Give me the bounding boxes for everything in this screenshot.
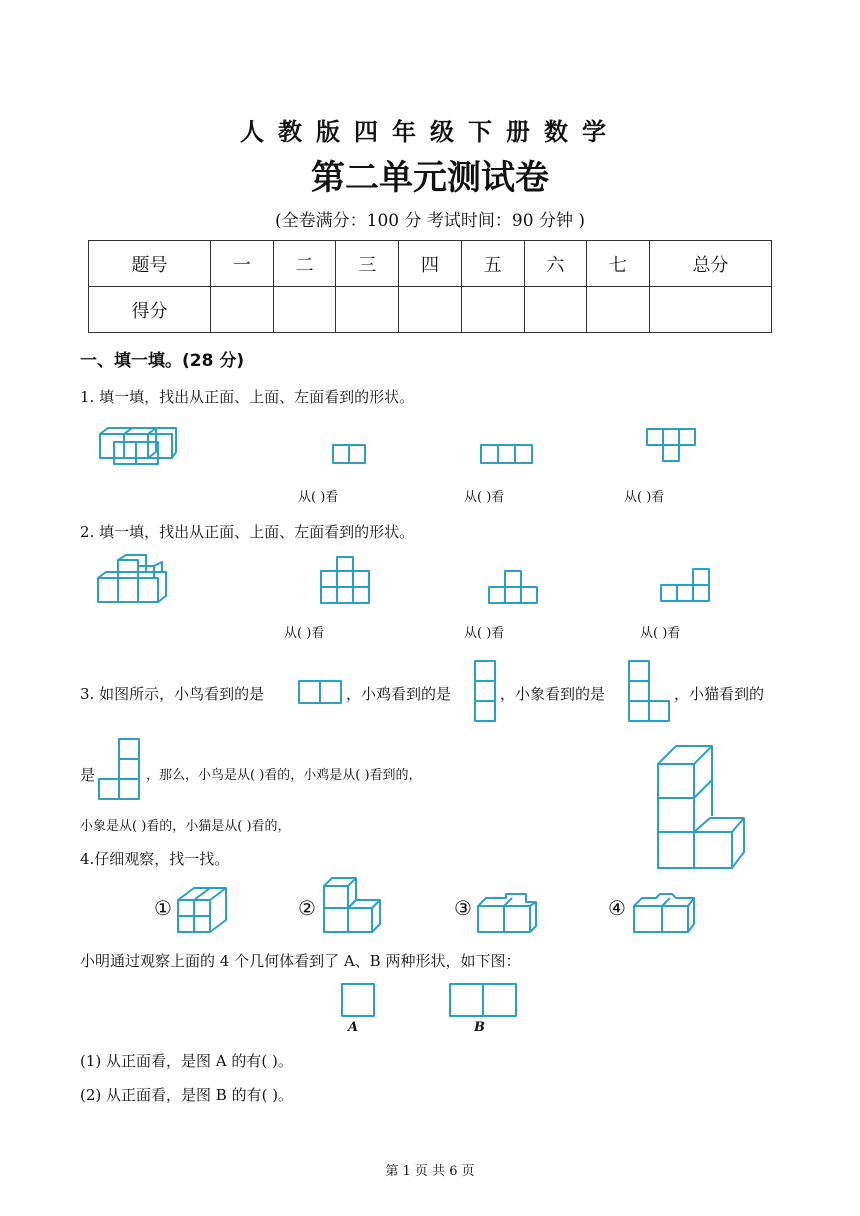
q3-cat-view xyxy=(98,738,142,800)
shape-a-figure xyxy=(340,982,380,1018)
q3-text-4: ，小猫看到的 xyxy=(674,685,765,703)
column-header: 五 xyxy=(461,241,524,287)
q1-answer-2[interactable]: 从( )看 xyxy=(464,490,505,505)
column-header: 一 xyxy=(211,241,274,287)
q4-marker-3: ③ xyxy=(454,896,472,920)
score-cell[interactable] xyxy=(273,287,336,333)
q1-answer-1[interactable]: 从( )看 xyxy=(298,490,339,505)
score-row xyxy=(89,287,772,333)
score-cell[interactable] xyxy=(336,287,399,333)
q2-answer-3[interactable]: 从( )看 xyxy=(640,626,681,641)
q1-view-c xyxy=(646,428,698,464)
q1-solid-figure xyxy=(96,424,176,466)
q2-text: 2. 填一填，找出从正面、上面、左面看到的形状。 xyxy=(80,523,415,541)
q2-view-a xyxy=(320,556,374,606)
q4-marker-2: ② xyxy=(298,896,316,920)
score-cell[interactable] xyxy=(524,287,587,333)
q3-chick-view xyxy=(474,660,498,722)
section-1-title: 一、填一填。(28 分) xyxy=(80,351,245,371)
q4-sub-question-1[interactable]: (1) 从正面看，是图 A 的有( )。 xyxy=(80,1052,293,1070)
q1-text: 1. 填一填，找出从正面、上面、左面看到的形状。 xyxy=(80,388,415,406)
column-header: 七 xyxy=(587,241,650,287)
q2-answer-1[interactable]: 从( )看 xyxy=(284,626,325,641)
q3-text-1: 3. 如图所示，小鸟看到的是 xyxy=(80,685,265,703)
row-header: 得分 xyxy=(89,287,211,333)
q1-answer-3[interactable]: 从( )看 xyxy=(624,490,665,505)
page-footer: 第 1 页 共 6 页 xyxy=(385,1164,475,1179)
q3-text-6: ，那么，小鸟是从( )看的，小鸡是从( )看到的， xyxy=(146,768,422,783)
q4-solid-1 xyxy=(176,884,232,934)
q4-sub-question-2[interactable]: (2) 从正面看，是图 B 的有( )。 xyxy=(80,1086,294,1104)
q4-solid-2 xyxy=(322,876,384,936)
q3-elephant-view xyxy=(628,660,672,722)
q4-marker-1: ① xyxy=(154,896,172,920)
column-header: 二 xyxy=(273,241,336,287)
q4-solid-4 xyxy=(632,890,696,936)
column-header: 总分 xyxy=(649,241,771,287)
q4-solid-3 xyxy=(476,890,540,936)
q4-text: 4.仔细观察，找一找。 xyxy=(80,850,230,868)
q2-view-c xyxy=(660,568,712,606)
shape-b-figure xyxy=(448,982,520,1018)
q3-text-5: 是 xyxy=(80,766,96,784)
score-cell[interactable] xyxy=(461,287,524,333)
q3-bird-view xyxy=(298,680,344,706)
q3-text-3: ，小象看到的是 xyxy=(500,685,606,703)
subject-heading: 人教版四年级下册数学 xyxy=(240,117,620,146)
column-header: 四 xyxy=(399,241,462,287)
q2-answer-2[interactable]: 从( )看 xyxy=(464,626,505,641)
question-number-row xyxy=(89,241,772,287)
q3-text-2: ，小鸡看到的是 xyxy=(346,685,452,703)
shape-b-label: B xyxy=(474,1020,485,1035)
score-cell[interactable] xyxy=(587,287,650,333)
shape-a-label: A xyxy=(348,1020,359,1035)
score-cell[interactable] xyxy=(399,287,462,333)
q4-description: 小明通过观察上面的 4 个几何体看到了 A、B 两种形状，如下图： xyxy=(80,952,521,970)
column-header: 三 xyxy=(336,241,399,287)
q2-view-b xyxy=(488,570,542,606)
score-cell[interactable] xyxy=(649,287,771,333)
score-table xyxy=(88,240,772,333)
page-title: 第二单元测试卷 xyxy=(311,158,549,198)
score-cell[interactable] xyxy=(211,287,274,333)
exam-meta: (全卷满分：100 分 考试时间：90 分钟 ) xyxy=(275,211,585,231)
q1-view-a xyxy=(332,444,368,466)
q4-marker-4: ④ xyxy=(608,896,626,920)
q3-solid-figure xyxy=(656,744,748,872)
column-header: 六 xyxy=(524,241,587,287)
q1-view-b xyxy=(480,444,536,466)
q3-text-7: 小象是从( )看的，小猫是从( )看的， xyxy=(80,819,291,834)
q2-solid-figure xyxy=(96,554,176,606)
row-header: 题号 xyxy=(89,241,211,287)
